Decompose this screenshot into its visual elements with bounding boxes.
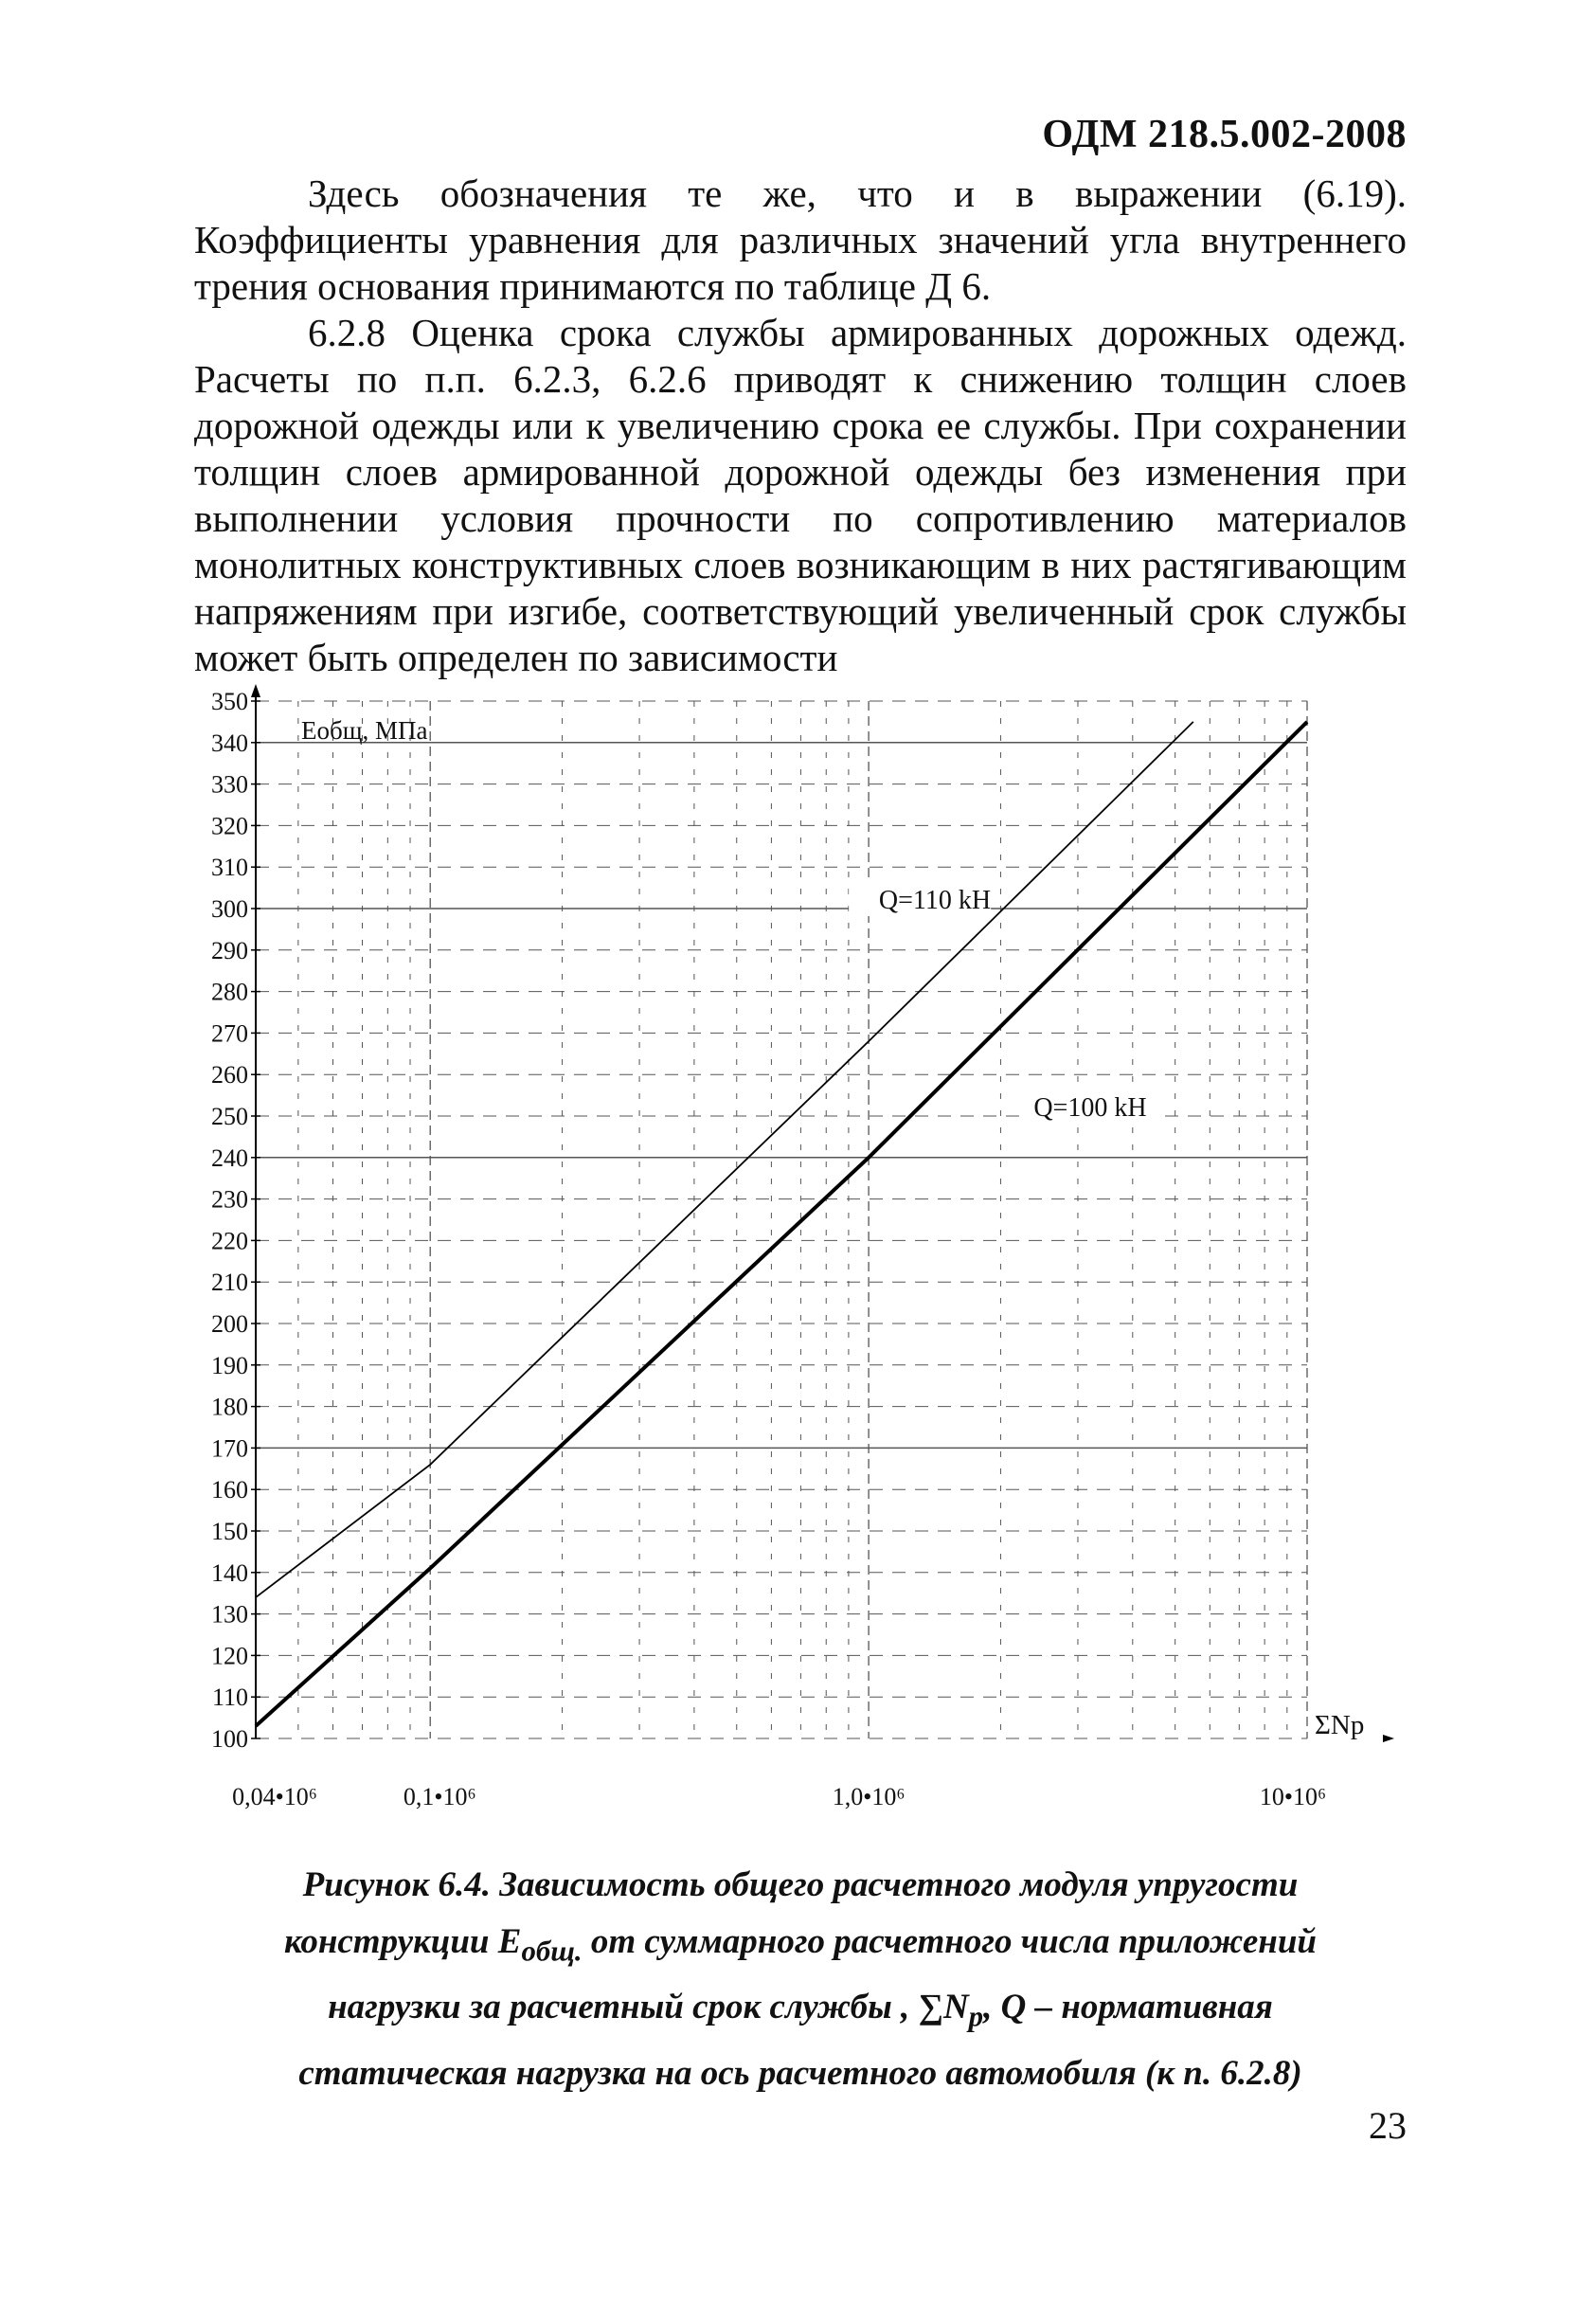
y-tick-label: 160 xyxy=(211,1476,248,1504)
y-tick-label: 330 xyxy=(211,770,248,799)
caption-line-2 xyxy=(218,1914,1383,1979)
y-tick-label: 290 xyxy=(211,936,248,964)
paragraph-2: 6.2.8 Оценка срока службы армированных дорожных одежд. Расчеты по п.п. 6.2.3, 6.2.6 приводят к снижению толщин слоев дорожной одежды или к увеличению срока ее службы. При сохранении толщин слоев армированной дорожной одежды без изменения при выполнении условия прочности по сопротивлению материалов монолитных конструктивных слоев возникающим в них растягивающим напряжениям при изгибе, соответствующий увеличенный срок службы может быть определен по зависимости xyxy=(194,311,1407,679)
y-axis-arrow xyxy=(251,684,260,697)
y-tick-label: 150 xyxy=(211,1518,248,1545)
caption-line-3 xyxy=(218,1979,1383,2044)
x-tick-label: 10•10⁶ xyxy=(1259,1783,1327,1810)
caption-symbol-sum-n-sub: p xyxy=(968,2000,984,2033)
caption-symbol-sum-n: ∑N xyxy=(918,1988,969,2027)
caption-line-2-start: конструкции xyxy=(284,1922,498,1961)
document-code-header: ОДМ 218.5.002-2008 xyxy=(1042,113,1407,156)
series-label: Q=100 kH xyxy=(1033,1093,1147,1123)
y-tick-label: 210 xyxy=(211,1269,248,1297)
x-tick-label: 0,1•10⁶ xyxy=(403,1783,476,1810)
caption-symbol-e-sub: общ. xyxy=(521,1935,583,1968)
y-tick-label: 170 xyxy=(211,1434,248,1463)
y-tick-label: 180 xyxy=(211,1393,248,1421)
x-tick-label: 1,0•10⁶ xyxy=(832,1783,906,1810)
page-number: 23 xyxy=(1369,2104,1407,2147)
x-axis-label: ΣNp xyxy=(1315,1710,1365,1740)
y-tick-label: 350 xyxy=(211,688,248,715)
y-tick-label: 300 xyxy=(211,895,248,923)
y-tick-label: 130 xyxy=(211,1600,248,1629)
y-tick-label: 110 xyxy=(211,1684,248,1712)
caption-line-4: статическая нагрузка на ось расчетного автомобиля (к п. 6.2.8) xyxy=(298,2053,1302,2093)
y-tick-label: 270 xyxy=(211,1019,248,1048)
y-tick-label: 250 xyxy=(211,1103,248,1130)
y-tick-label: 120 xyxy=(211,1642,248,1670)
series-line xyxy=(256,722,1307,1726)
paragraph-1: Здесь обозначения те же, что и в выражении (6.19). Коэффициенты уравнения для различных значений угла внутреннего трения основания принимаются по таблице Д 6. xyxy=(194,171,1407,308)
caption-line-3-end: , Q – нормативная xyxy=(983,1988,1273,2027)
y-axis-label: Eобщ, МПа xyxy=(301,716,428,745)
caption-line-2-end: от суммарного расчетного числа приложений xyxy=(582,1922,1317,1961)
x-axis-arrow xyxy=(1383,1735,1394,1742)
caption-symbol-e: E xyxy=(497,1922,522,1961)
y-tick-label: 220 xyxy=(211,1227,248,1255)
caption-line-3-start: нагрузки за расчетный срок службы , xyxy=(328,1988,919,2027)
series-line xyxy=(256,722,1193,1597)
y-tick-label: 230 xyxy=(211,1185,248,1214)
body-text xyxy=(194,171,1407,681)
figure-caption xyxy=(218,1857,1383,2102)
y-tick-label: 100 xyxy=(211,1725,248,1753)
y-tick-label: 280 xyxy=(211,978,248,1006)
y-tick-label: 200 xyxy=(211,1310,248,1338)
y-tick-label: 190 xyxy=(211,1351,248,1379)
y-tick-label: 310 xyxy=(211,854,248,882)
chart-container xyxy=(189,682,1421,1819)
y-tick-label: 260 xyxy=(211,1061,248,1089)
y-tick-label: 140 xyxy=(211,1558,248,1587)
modulus-vs-loads-chart xyxy=(189,682,1421,1819)
series-label: Q=110 kH xyxy=(878,886,992,915)
y-tick-label: 320 xyxy=(211,812,248,840)
y-tick-label: 240 xyxy=(211,1143,248,1172)
caption-line-1: Рисунок 6.4. Зависимость общего расчетного модуля упругости xyxy=(302,1865,1299,1904)
x-tick-label: 0,04•10⁶ xyxy=(232,1783,317,1810)
y-tick-label: 340 xyxy=(211,729,248,757)
